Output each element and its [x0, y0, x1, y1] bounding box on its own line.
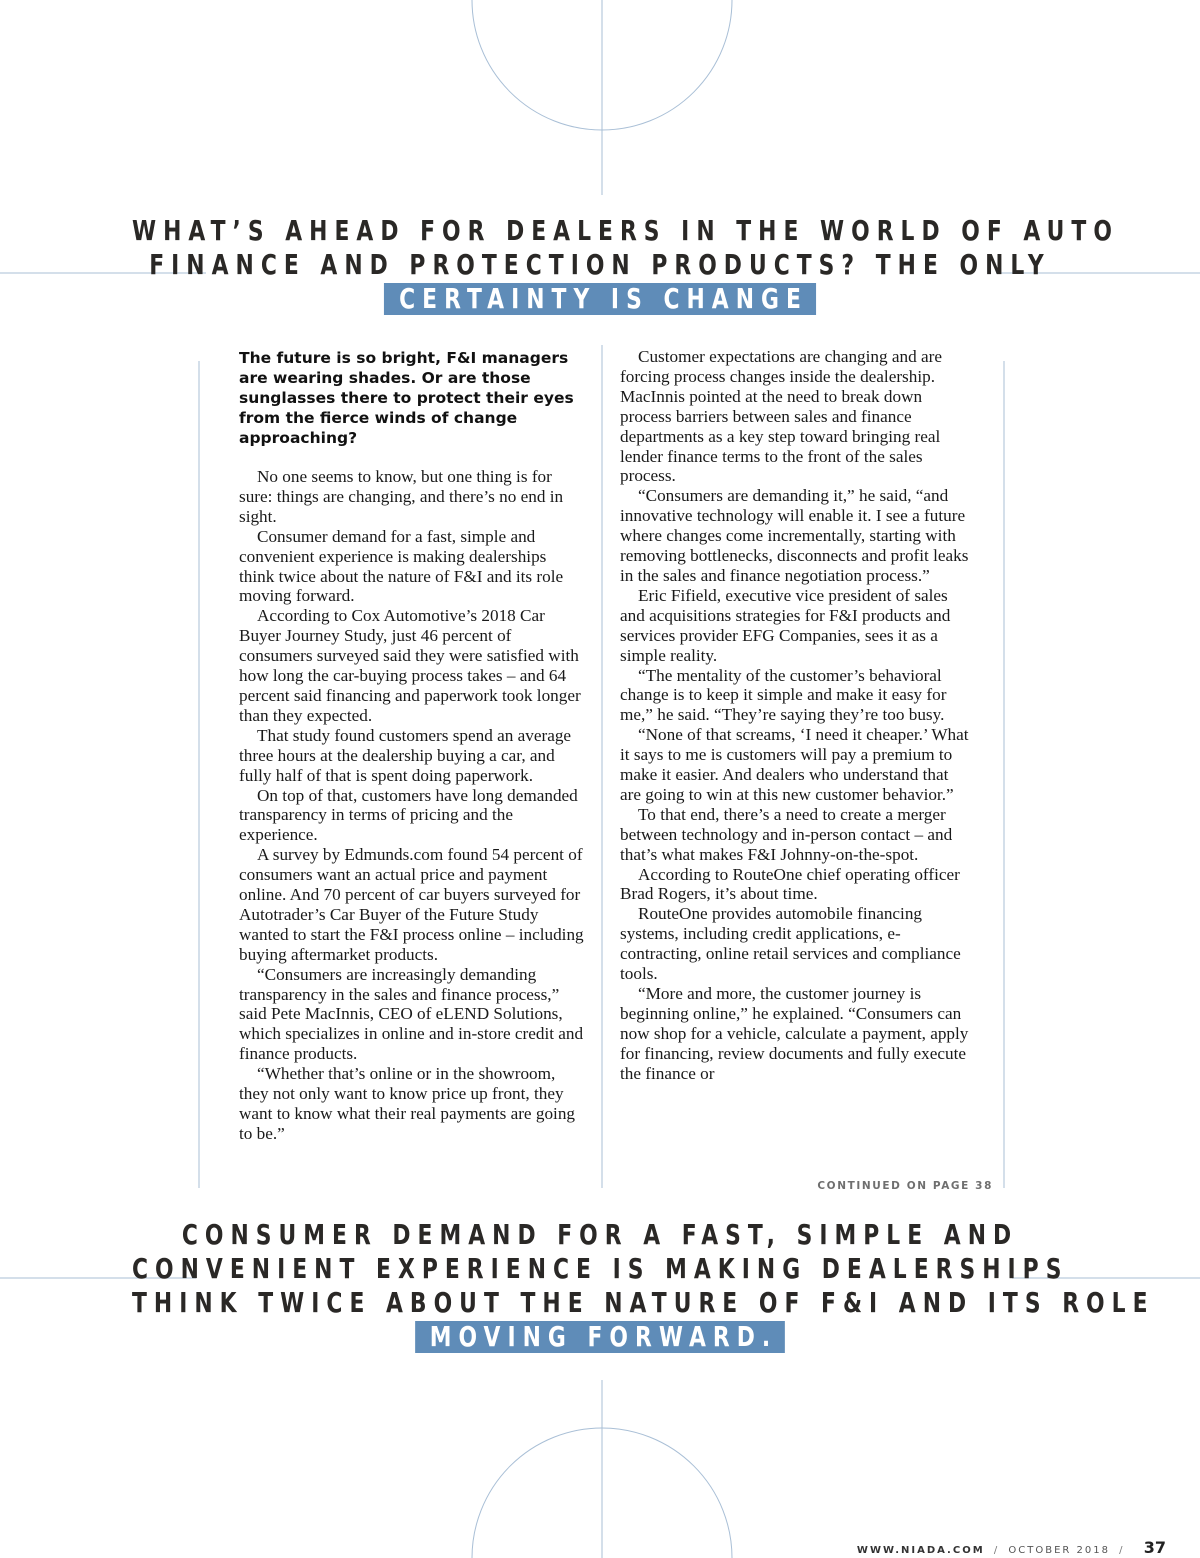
headline-line-2: FINANCE AND PROTECTION PRODUCTS? THE ONLY — [149, 248, 1051, 281]
headline-line-1: WHAT’S AHEAD FOR DEALERS IN THE WORLD OF AUTO — [132, 214, 1119, 247]
pull-quote-highlight: MOVING FORWARD. — [415, 1321, 785, 1353]
footer-separator: / — [993, 1545, 1000, 1556]
body-paragraph: According to Cox Automotive’s 2018 Car Buyer Journey Study, just 46 percent of consumers surveyed said they were satisfied with how long the car-buying process takes – and 64 percent said financing and paperwork took longer than they expected. — [239, 606, 581, 725]
footer-separator: / — [1119, 1545, 1125, 1556]
body-paragraph: Customer expectations are changing and are forcing process changes inside the dealership. MacInnis pointed at the need to break down process barriers between sales and finance departments as a key step toward bringing real lender finance terms to the front of the sales process. — [620, 347, 943, 486]
pull-quote-line-1: CONSUMER DEMAND FOR A FAST, SIMPLE AND — [181, 1218, 1019, 1251]
body-paragraph: RouteOne provides automobile financing systems, including credit applications, e-contracting, online retail services and compliance tools. — [620, 904, 961, 984]
body-paragraph: On top of that, customers have long demanded transparency in terms of pricing and the experience. — [239, 785, 578, 845]
body-paragraph: Eric Fifield, executive vice president of sales and acquisitions strategies for F&I products and services provider EFG Companies, sees it as a simple reality. — [620, 585, 951, 665]
page-number: 37 — [1143, 1538, 1166, 1557]
body-paragraph: Consumer demand for a fast, simple and convenient experience is making dealerships think twice about the nature of F&I and its role moving forward. — [239, 526, 564, 606]
article-column-2 — [620, 347, 970, 1084]
body-paragraph: “More and more, the customer journey is beginning online,” he explained. “Consumers can now shop for a vehicle, calculate a payment, apply for financing, review documents and fully execute the finance or — [620, 984, 969, 1083]
page-footer — [857, 1538, 1166, 1557]
body-paragraph: A survey by Edmunds.com found 54 percent of consumers want an actual price and payment online. And 70 percent of car buyers surveyed for Autotrader’s Car Buyer of the Future Study wanted to start the F&I process online – including buying aftermarket products. — [239, 845, 584, 964]
headline-highlight: CERTAINTY IS CHANGE — [384, 283, 815, 315]
body-paragraph: “The mentality of the customer’s behavioral change is to keep it simple and make it easy for me,” he said. “They’re saying they’re too busy. — [620, 665, 947, 725]
lead-paragraph: The future is so bright, F&I managers are wearing shades. Or are those sunglasses there to protect their eyes from the fierce winds of change approaching? — [239, 349, 574, 447]
footer-site[interactable]: WWW.NIADA.COM — [856, 1545, 985, 1556]
pull-quote-line-2: CONVENIENT EXPERIENCE IS MAKING DEALERSHIPS — [132, 1252, 1069, 1285]
body-paragraph: “Consumers are demanding it,” he said, “and innovative technology will enable it. I see a future where changes come incrementally, starting with removing bottlenecks, disconnects and profit leaks in the sales and finance negotiation process.” — [620, 486, 969, 585]
body-paragraph: “None of that screams, ‘I need it cheaper.’ What it says to me is customers will pay a premium to make it easier. And dealers who understand that are going to win at this new customer behavior.” — [620, 725, 969, 804]
body-paragraph: According to RouteOne chief operating officer Brad Rogers, it’s about time. — [620, 864, 960, 904]
body-paragraph: That study found customers spend an average three hours at the dealership buying a car, and fully half of that is spent doing paperwork. — [239, 725, 572, 785]
footer-date: OCTOBER 2018 — [1008, 1545, 1110, 1556]
body-paragraph: “Whether that’s online or in the showroom, they not only want to know price up front, they want to know what their real payments are going to be.” — [239, 1064, 576, 1143]
body-paragraph: To that end, there’s a need to create a merger between technology and in-person contact – and that’s what makes F&I Johnny-on-the-spot. — [620, 804, 953, 864]
body-paragraph: “Consumers are increasingly demanding transparency in the sales and finance process,” said Pete MacInnis, CEO of eLEND Solutions, which specializes in online and in-store credit and finance products. — [239, 964, 584, 1064]
continued-link[interactable]: CONTINUED ON PAGE 38 — [817, 1180, 993, 1192]
article-headline — [132, 214, 1119, 316]
pull-quote-line-3: THINK TWICE ABOUT THE NATURE OF F&I AND ITS ROLE — [132, 1286, 1155, 1319]
article-column-1 — [239, 467, 585, 1144]
pull-quote — [132, 1218, 1155, 1354]
body-paragraph: No one seems to know, but one thing is for sure: things are changing, and there’s no end in sight. — [239, 467, 564, 526]
